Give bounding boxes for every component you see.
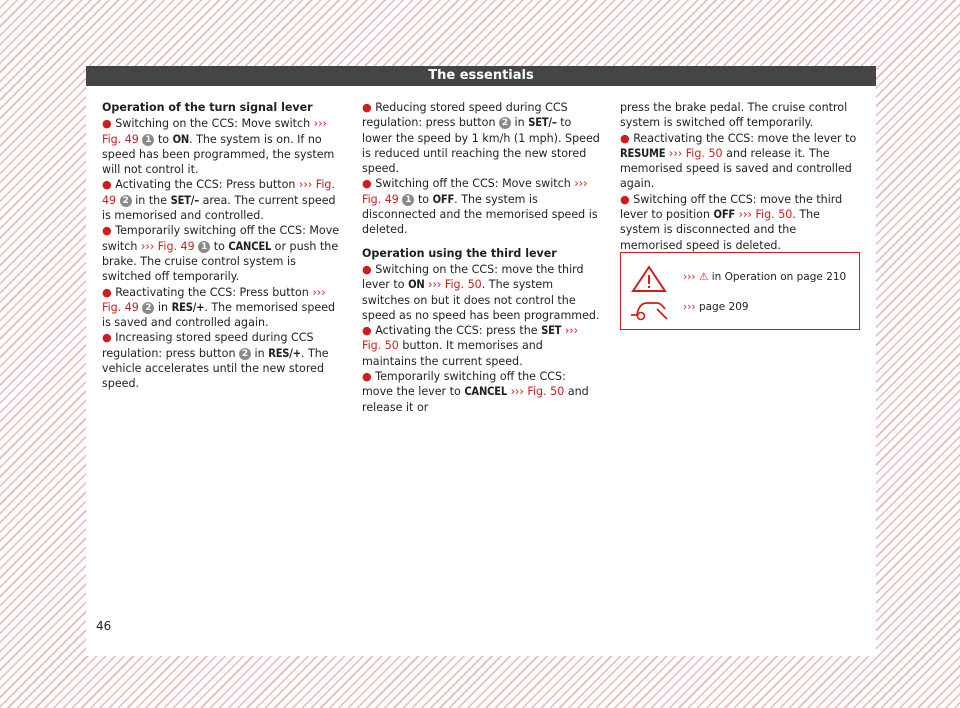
- number-badge: 1: [198, 241, 210, 253]
- number-badge: 1: [402, 194, 414, 206]
- control-label: SET/–: [528, 116, 557, 130]
- figure-reference[interactable]: ››› Fig. 49: [140, 239, 195, 253]
- control-label: CANCEL: [228, 239, 272, 253]
- section-heading: Operation using the third lever: [362, 246, 557, 260]
- number-badge: 2: [239, 348, 251, 360]
- figure-reference[interactable]: ››› Fig. 50: [362, 324, 579, 353]
- bullet-icon: ●: [362, 324, 372, 338]
- bullet-item: ● Switching off the CCS: move the third lever to position OFF ››› Fig. 50. The system is disconnected and the memorised speed is deleted.: [620, 192, 843, 252]
- figure-reference[interactable]: ››› Fig. 50: [428, 278, 482, 292]
- control-label: ON: [172, 132, 190, 146]
- bullet-item: ● Reactivating the CCS: Press button ››› Fig. 49 2 in RES/+. The memorised speed is saved and controlled again.: [102, 285, 336, 330]
- notes-box: ››› ⚠ in Operation on page 210 ››› page 209: [620, 252, 860, 330]
- bullet-icon: ●: [362, 101, 372, 114]
- bullet-icon: ●: [620, 131, 630, 145]
- figure-reference[interactable]: ››› Fig. 50: [738, 208, 793, 222]
- control-label: SET/–: [170, 193, 200, 207]
- left-column: [102, 100, 340, 392]
- control-label: RES/+: [268, 346, 301, 360]
- bullet-icon: ●: [102, 285, 112, 299]
- figure-reference[interactable]: ››› Fig. 49: [102, 178, 335, 207]
- control-label: OFF: [432, 192, 455, 206]
- bullet-item: ● Switching off the CCS: Move switch ››› Fig. 49 1 to OFF. The system is disconnected and the memorised speed is deleted.: [362, 177, 598, 237]
- bullet-item: ● Switching on the CCS: move the third lever to ON ››› Fig. 50. The system switches on but it does not control the speed as no speed has been programmed.: [362, 262, 600, 322]
- bullet-icon: ●: [362, 262, 372, 276]
- page-header: The essentials: [86, 66, 876, 86]
- control-label: OFF: [713, 208, 736, 222]
- warning-triangle-icon: [627, 265, 671, 293]
- bullet-icon: ●: [620, 192, 630, 206]
- number-badge: 2: [499, 117, 511, 129]
- section-heading: Operation of the turn signal lever: [102, 101, 313, 114]
- bullet-item: ● Reactivating the CCS: move the lever to RESUME ››› Fig. 50 and release it. The memorised speed is saved and controlled again.: [620, 131, 857, 191]
- figure-reference[interactable]: ››› Fig. 49: [362, 177, 588, 206]
- bullet-icon: ●: [102, 117, 112, 131]
- control-label: RES/+: [171, 300, 205, 314]
- number-badge: 2: [120, 195, 132, 207]
- bullet-icon: ●: [362, 370, 372, 384]
- figure-reference[interactable]: ››› Fig. 49: [102, 117, 327, 146]
- control-label: CANCEL: [464, 385, 508, 399]
- control-label: SET: [541, 324, 562, 338]
- bullet-item: ● Activating the CCS: press the SET ››› Fig. 50 button. It memorises and maintains the current speed.: [362, 324, 579, 368]
- bullet-item: ● Temporarily switching off the CCS: Move switch ››› Fig. 49 1 to CANCEL or push the brake. The cruise control system is switched off temporarily.: [102, 224, 340, 284]
- bullet-icon: ●: [362, 177, 372, 191]
- middle-column: [362, 100, 600, 415]
- bullet-icon: ●: [102, 178, 112, 192]
- bullet-item: ● Increasing stored speed during CCS regulation: press button 2 in RES/+. The vehicle accelerates until the new stored speed.: [102, 331, 329, 391]
- right-column: [620, 100, 858, 253]
- bullet-icon: ●: [102, 331, 112, 345]
- continued-text: press the brake pedal. The cruise control system is switched off temporarily.: [620, 101, 848, 130]
- small-warning-icon: ⚠: [698, 271, 709, 283]
- figure-reference[interactable]: ››› Fig. 49: [102, 285, 326, 314]
- control-label: ON: [408, 278, 425, 292]
- bullet-item: ● Temporarily switching off the CCS: move the lever to CANCEL ››› Fig. 50 and release it or: [362, 370, 589, 414]
- bullet-item: ● Switching on the CCS: Move switch ››› Fig. 49 1 to ON. The system is on. If no speed has been programmed, the system will not control it.: [102, 117, 335, 177]
- figure-reference[interactable]: ››› Fig. 50: [510, 385, 565, 399]
- number-badge: 2: [142, 302, 154, 314]
- figure-reference[interactable]: ››› Fig. 50: [668, 146, 723, 160]
- bullet-item: ● Activating the CCS: Press button ››› Fig. 49 2 in the SET/– area. The current speed is memorised and controlled.: [102, 178, 336, 223]
- bullet-icon: ●: [102, 224, 112, 238]
- environment-car-icon: [627, 295, 671, 323]
- bullet-item: ● Reducing stored speed during CCS regulation: press button 2 in SET/– to lower the speed by 1 km/h (1 mph). Speed is reduced until reaching the new stored speed.: [362, 101, 600, 176]
- number-badge: 1: [142, 134, 154, 146]
- control-label: RESUME: [620, 146, 666, 160]
- page-number: 46: [96, 619, 112, 633]
